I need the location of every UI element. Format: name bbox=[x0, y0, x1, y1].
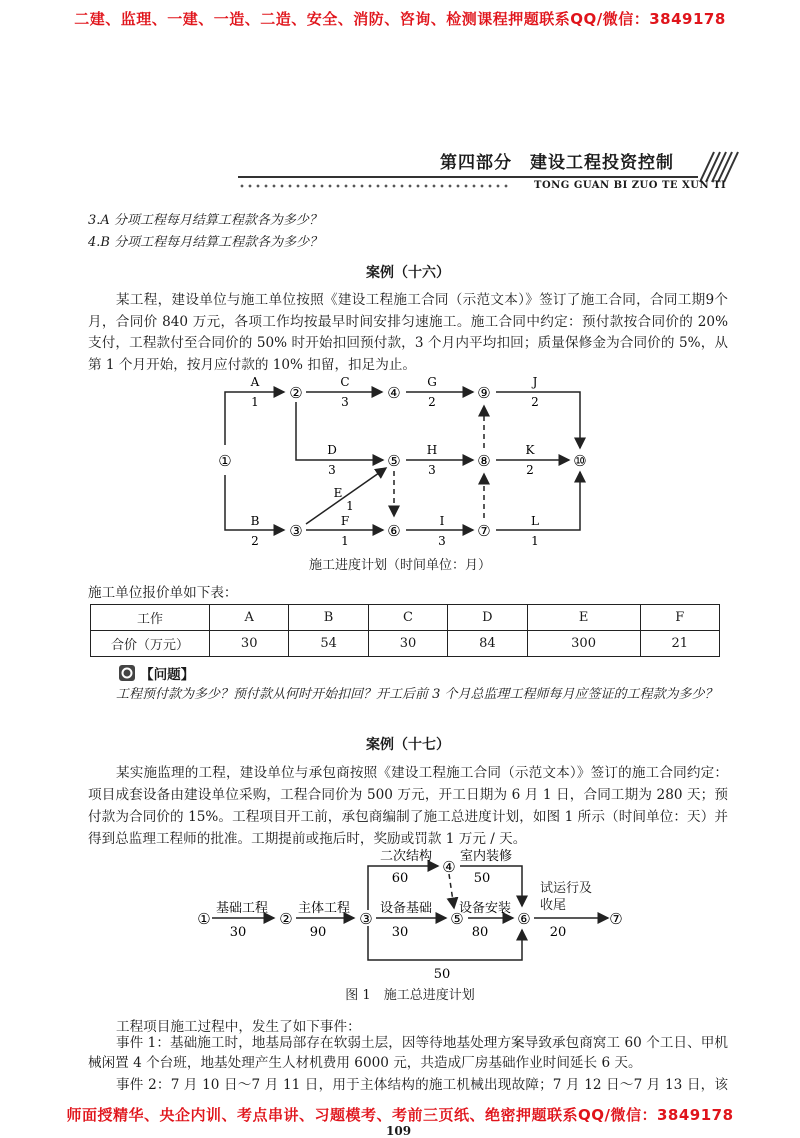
act-E-name: E bbox=[333, 486, 343, 500]
act-name: 主体工程 bbox=[297, 901, 351, 916]
act-name: 基础工程 bbox=[215, 901, 269, 916]
act-H-dur: 3 bbox=[428, 463, 436, 477]
prev-question-3: 3.A 分项工程每月结算工程款各为多少？ bbox=[88, 213, 322, 228]
node-6: ⑥ bbox=[387, 522, 401, 540]
table-row bbox=[91, 605, 720, 631]
case16-title: 案例（十六） bbox=[366, 265, 450, 281]
table-cell: B bbox=[289, 605, 368, 631]
act-J-name: J bbox=[532, 375, 538, 389]
node-4: ④ bbox=[442, 858, 456, 876]
act-D-name: D bbox=[327, 443, 337, 457]
node-3: ③ bbox=[359, 910, 373, 928]
act-name: 室内装修 bbox=[459, 849, 513, 864]
act-dur: 80 bbox=[471, 925, 489, 940]
act-K-name: K bbox=[525, 443, 535, 457]
act-I-dur: 3 bbox=[438, 534, 446, 548]
bottom-banner: 师面授精华、央企内训、考点串讲、习题模考、考前三页纸、绝密押题联系QQ/微信：3849178 bbox=[66, 1106, 734, 1124]
node-3: ③ bbox=[289, 522, 303, 540]
table-cell: F bbox=[640, 605, 719, 631]
act-dur: 90 bbox=[309, 925, 327, 940]
table-row-label: 合价（万元） bbox=[91, 631, 210, 657]
act-G-dur: 2 bbox=[428, 395, 436, 409]
act-F-dur: 1 bbox=[341, 534, 349, 548]
case16-diagram-caption: 施工进度计划（时间单位：月） bbox=[308, 558, 491, 573]
node-2: ② bbox=[289, 384, 303, 402]
page-number: 109 bbox=[386, 1124, 412, 1138]
node-4: ④ bbox=[387, 384, 401, 402]
header-rule bbox=[238, 176, 698, 178]
top-banner: 二建、监理、一建、一造、二造、安全、消防、咨询、检测课程押题联系QQ/微信：3849178 bbox=[74, 10, 726, 28]
table-cell: A bbox=[210, 605, 289, 631]
node-1: ① bbox=[218, 452, 232, 470]
table-cell: 30 bbox=[368, 631, 447, 657]
event-1: 事件 1：基础施工时，地基局部存在软弱土层，因等待地基处理方案导致承包商窝工 60 个工日、甲机械闲置 4 个台班，地基处理产生人材机费用 6000 元，共造成厂房基础作业时间延长 6 天。 bbox=[88, 1035, 728, 1071]
question-gear-icon bbox=[118, 664, 138, 682]
node-9: ⑨ bbox=[477, 384, 491, 402]
act-H-name: H bbox=[426, 443, 438, 457]
node-1: ① bbox=[197, 910, 211, 928]
act-name: 设备基础 bbox=[379, 901, 433, 916]
price-table bbox=[90, 604, 720, 657]
prev-question-4: 4.B 分项工程每月结算工程款各为多少？ bbox=[88, 235, 323, 250]
case16-question: 工程预付款为多少？预付款从何时开始扣回？开工后前 3 个月总监理工程师每月应签证的工程款为多少？ bbox=[116, 687, 718, 702]
header-pinyin: TONG GUAN BI ZUO TE XUN TI bbox=[534, 180, 727, 191]
node-5: ⑤ bbox=[450, 910, 464, 928]
act-E-dur: 1 bbox=[346, 499, 354, 513]
table-cell: 300 bbox=[527, 631, 640, 657]
act-I-name: I bbox=[439, 514, 445, 528]
table-cell: 54 bbox=[289, 631, 368, 657]
act-B-name: B bbox=[250, 514, 260, 528]
case17-body: 某实施监理的工程，建设单位与承包商按照《建设工程施工合同（示范文本）》签订的施工合同约定：项目成套设备由建设单位采购，工程合同价为 500 万元，开工日期为 6 月 1 日，合同工期为 280 天；预付款为合同价的 15%。工程项目开工前，承包商编制了施工总进度计划，如图 1 所示（时间单位：天）并得到总监理工程师的批准。工期提前或拖后时，奖励或罚款 1 万元 / 天。 bbox=[88, 765, 728, 847]
act-dur: 30 bbox=[229, 925, 247, 940]
table-intro: 施工单位报价单如下表： bbox=[88, 585, 238, 601]
node-10: ⑩ bbox=[573, 452, 587, 470]
act-dur: 30 bbox=[391, 925, 409, 940]
act-dur: 50 bbox=[433, 967, 451, 982]
case17-network-diagram bbox=[190, 846, 630, 986]
act-L-name: L bbox=[531, 514, 539, 528]
case16-network-diagram bbox=[200, 370, 620, 570]
table-cell: 21 bbox=[640, 631, 719, 657]
act-A-dur: 1 bbox=[251, 395, 259, 409]
act-C-name: C bbox=[340, 375, 350, 389]
act-name: 设备安装 bbox=[458, 901, 512, 916]
event-2: 事件 2：7 月 10 日～7 月 11 日，用于主体结构的施工机械出现故障；7 月 12 日～7 月 13 日，该 bbox=[116, 1077, 728, 1093]
case17-diagram-caption: 图 1 施工总进度计划 bbox=[345, 988, 475, 1003]
header-stripes bbox=[690, 150, 750, 174]
act-name: 二次结构 bbox=[379, 849, 433, 864]
act-C-dur: 3 bbox=[341, 395, 349, 409]
table-cell: D bbox=[448, 605, 527, 631]
act-L-dur: 1 bbox=[531, 534, 539, 548]
question-label: 【问题】 bbox=[140, 667, 195, 683]
events-intro: 工程项目施工过程中，发生了如下事件： bbox=[116, 1019, 361, 1035]
table-cell: 30 bbox=[210, 631, 289, 657]
node-7: ⑦ bbox=[609, 910, 623, 928]
part-title: 第四部分 建设工程投资控制 bbox=[440, 153, 674, 173]
act-name-trial-run: 试运行及收尾 bbox=[540, 881, 593, 913]
table-cell: E bbox=[527, 605, 640, 631]
act-D-dur: 3 bbox=[328, 463, 336, 477]
node-2: ② bbox=[279, 910, 293, 928]
node-5: ⑤ bbox=[387, 452, 401, 470]
table-row bbox=[91, 631, 720, 657]
act-K-dur: 2 bbox=[526, 463, 534, 477]
case17-title: 案例（十七） bbox=[366, 737, 450, 753]
act-dur: 50 bbox=[473, 871, 491, 886]
header-dots bbox=[238, 183, 508, 189]
case16-body: 某工程，建设单位与施工单位按照《建设工程施工合同（示范文本）》签订了施工合同，合同工期9个月，合同价 840 万元，各项工作均按最早时间安排匀速施工。施工合同中约定：预付款按合同价的 20% 支付，工程款付至合同价的 50% 时开始扣回预付款，3 个月内平均扣回；质量保修金为合同价的 5%，从第 1 个月开始，按月应付款的 10% 扣留，扣足为止。 bbox=[88, 292, 728, 373]
act-dur: 60 bbox=[391, 871, 409, 886]
act-dur: 20 bbox=[549, 925, 567, 940]
act-G-name: G bbox=[427, 375, 437, 389]
table-cell: 84 bbox=[448, 631, 527, 657]
table-cell: C bbox=[368, 605, 447, 631]
node-6: ⑥ bbox=[517, 910, 531, 928]
act-F-name: F bbox=[340, 514, 350, 528]
act-B-dur: 2 bbox=[251, 534, 259, 548]
node-7: ⑦ bbox=[477, 522, 491, 540]
act-A-name: A bbox=[250, 375, 260, 389]
node-8: ⑧ bbox=[477, 452, 491, 470]
act-J-dur: 2 bbox=[531, 395, 539, 409]
table-row-label: 工作 bbox=[91, 605, 210, 631]
